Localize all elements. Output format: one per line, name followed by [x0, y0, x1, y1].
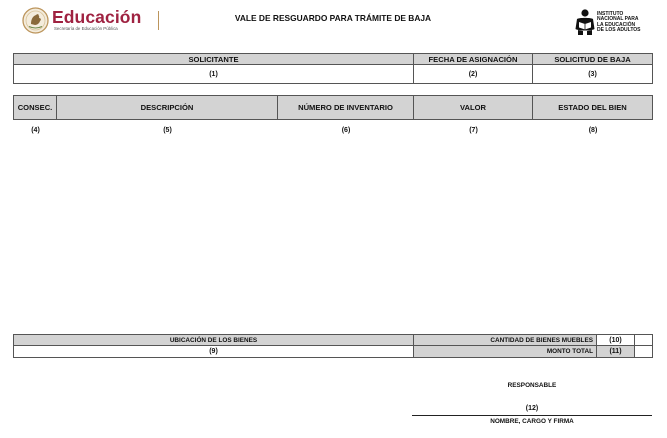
signature-field-ref: (12)	[525, 405, 539, 412]
header-estado-bien: ESTADO DEL BIEN	[533, 96, 653, 120]
cantidad-bienes-field: (10)	[597, 335, 635, 346]
header-solicitud-baja: SOLICITUD DE BAJA	[533, 54, 653, 65]
solicitud-baja-field: (3)	[533, 65, 653, 84]
summary-table	[13, 334, 653, 358]
signature-line	[412, 415, 652, 416]
header-cantidad-bienes: CANTIDAD DE BIENES MUEBLES	[414, 335, 597, 346]
brand-name: Educación	[52, 7, 142, 27]
monto-blank-cell	[635, 346, 653, 358]
inea-line: INSTITUTO	[597, 11, 624, 17]
requester-table	[13, 53, 653, 84]
valor-field: (7)	[469, 126, 478, 134]
monto-total-field: (11)	[597, 346, 635, 358]
fecha-asignacion-field: (2)	[414, 65, 533, 84]
consec-field: (4)	[31, 126, 40, 134]
header-descripcion: DESCRIPCIÓN	[57, 96, 278, 120]
header-divider	[158, 11, 159, 30]
header-ubicacion: UBICACIÓN DE LOS BIENES	[14, 335, 414, 346]
inea-reader-logo-icon	[573, 9, 597, 36]
inea-line: DE LOS ADULTOS	[597, 27, 641, 34]
header-valor: VALOR	[414, 96, 533, 120]
cantidad-blank-cell	[635, 335, 653, 346]
estado-bien-field: (8)	[588, 126, 598, 134]
inea-line: NACIONAL PARA	[597, 16, 639, 23]
document-title: VALE DE RESGUARDO PARA TRÁMITE DE BAJA	[234, 13, 432, 23]
items-table-row	[14, 124, 653, 136]
coat-of-arms-emblem	[22, 7, 49, 34]
signature-role: RESPONSABLE	[507, 382, 557, 389]
solicitante-field: (1)	[14, 65, 414, 84]
numero-inventario-field: (6)	[341, 126, 351, 134]
header-numero-inventario: NÚMERO DE INVENTARIO	[278, 96, 414, 120]
inea-line: LA EDUCACIÓN	[597, 21, 636, 28]
header-monto-total: MONTO TOTAL	[414, 346, 597, 358]
signature-caption: NOMBRE, CARGO Y FIRMA	[490, 418, 574, 425]
header-fecha-asignacion: FECHA DE ASIGNACIÓN	[414, 54, 533, 65]
items-table-header	[13, 95, 653, 120]
brand-subtitle: Secretaría de Educación Pública	[54, 26, 118, 31]
header-consec: CONSEC.	[14, 96, 57, 120]
ubicacion-field: (9)	[14, 346, 414, 358]
descripcion-field: (5)	[163, 126, 172, 134]
inea-name-block	[597, 12, 641, 34]
header-solicitante: SOLICITANTE	[14, 54, 414, 65]
